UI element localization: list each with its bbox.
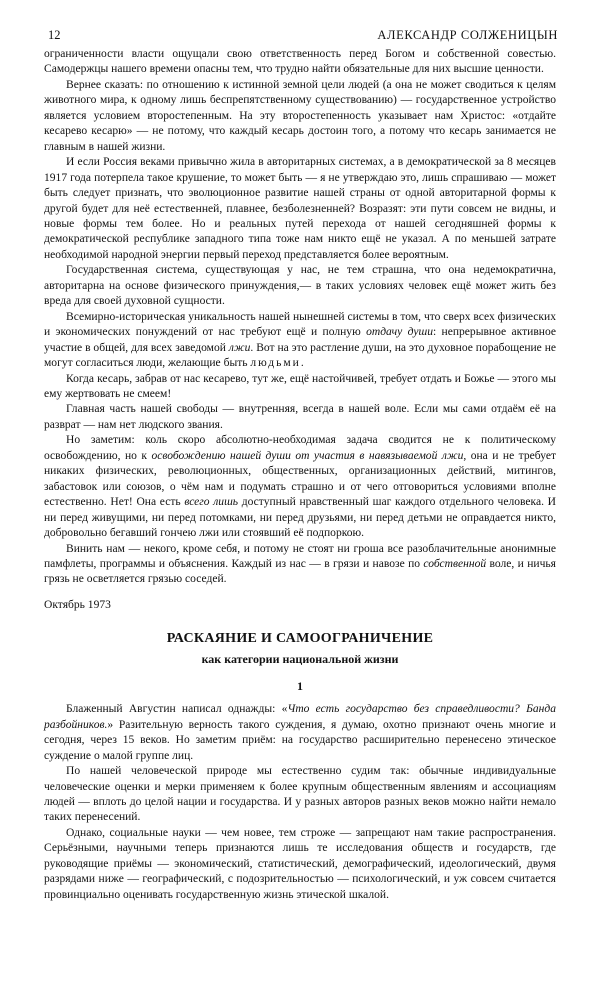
body-text [44, 47, 556, 903]
italic-quote: Что есть государство без справедливости? Банда разбойников. [44, 703, 556, 731]
paragraph: Вернее сказать: по отношению к истинной земной цели людей (а она не может сводиться к целям животного мира, к одному лишь беспрепятственному существованию) — государственное устройство является условием второстепенным. На эту второстепенность указывает нам Христос: «отдайте кесарево кесарю» — не потому, что каждый кесарь достоин того, а потому что кесарь занимается не главным в нашей жизни. [44, 78, 556, 153]
italic-emphasis: всего лишь [184, 496, 239, 509]
paragraph: Однако, социальные науки — чем новее, тем строже — запрещают нам такие распространения. Серьёзными, научными теперь признаются лишь те исследования обществ и государств, где руководящие приёмы — экономический, статистический, демографический, идеологический, двумя разрядами ниже — географический, с подозрительностью — психологический, и уж совсем считается провинциально оценивать государственную жизнь этической шкалой. [44, 826, 556, 901]
text-run: . Вот на это растление души, на это духовное порабощение не могут согласиться люди, желающие быть [44, 341, 557, 370]
paragraph: По нашей человеческой природе мы естественно судим так: обычные индивидуальные человеческие оценки и мерки применяем к более крупным общественным явлениям и ассоциациям людей — вплоть до целой нации и государства. И у разных авторов разных веков можно найти немало таких перенесений. [44, 765, 556, 824]
text-run: Винить нам — некого, кроме себя, и потому не стоят ни гроша все разоблачительные анонимные памфлеты, программы и объяснения. Каждый из нас — в грязи и навозе по [44, 542, 556, 570]
paragraph: Когда кесарь, забрав от нас кесарево, тут же, ещё настойчивей, требует отдать и Божье — этого мы ему жертвовать не смеем! [44, 372, 556, 400]
page-header [48, 28, 558, 46]
text-run: Всемирно-историческая уникальность нашей нынешней системы в том, что сверх всех физических и экономических понуждений от нас требуют ещё и полную [44, 310, 556, 339]
paragraph [44, 702, 556, 764]
page-number: 12 [48, 28, 61, 42]
italic-emphasis: собственной [423, 557, 487, 570]
text-run: : непрерывное активное участие в общей, для всех заведомой [44, 326, 556, 354]
paragraph: Государственная система, существующая у нас, не тем страшна, что она недемократична, авторитарна на основе физического принуждения,— в таких условиях человек ещё может жить без вреда для своей духовной сущности. [44, 264, 556, 308]
paragraph [44, 433, 556, 541]
text-run: доступный нравственный шаг каждого отдельного человека. И ни перед живущими, ни перед потомками, ни перед друзьями, ни перед детьми не оправдается никто, добровольно бегавший гончею лжи или стоявший её подпоркою. [44, 496, 557, 540]
italic-emphasis: освобождению нашей души от участия в навязываемой лжи [151, 449, 464, 462]
spaced-emphasis: людьми [250, 357, 301, 370]
running-head-author: АЛЕКСАНДР СОЛЖЕНИЦЫН [377, 28, 558, 42]
text-run: Блаженный Августин написал однажды: « [66, 703, 288, 716]
text-run: воле, и ничья грязь не осветляется грязью соседей. [44, 557, 556, 586]
italic-emphasis: лжи [228, 341, 251, 354]
date-line: Октябрь 1973 [44, 598, 111, 611]
text-run: Но заметим: коль скоро абсолютно-необходимая задача сводится не к политическому освобождению, но к [44, 434, 556, 462]
paragraph [44, 310, 556, 372]
text-run: » Разительную верность такого суждения, я думаю, охотно признают очень многие и сегодня, через 15 веков. Но заметим приём: на государство расширительно перенесено этическое суждение о малой группе лиц. [44, 718, 556, 762]
text-run: , она и не требует никаких физических, революционных, общественных, организационных действий, митингов, забастовок или союзов, о чём нам и подумать страшно и от чего отговориться условиями вполне естественно. Нет! Она есть [44, 449, 556, 509]
paragraph: И если Россия веками привычно жила в авторитарных системах, а в демократической за 8 месяцев 1917 года потерпела такое крушение, то может быть — я не утверждаю это, лишь спрашиваю — может быть следует признать, что эволюционное развитие нашей страны от одной авторитарной формы к другой будет для неё естественней, плавнее, безболезненней? Возразят: эти пути совсем не видны, и новые формы тем более. Но и реальных путей перехода от нашей сегодняшней формы к демократической республике западного типа тоже нам никто ещё не указал. А по меньшей затрате необходимой народной энергии первый переход представляется более вероятным. [44, 156, 556, 261]
italic-emphasis: отдачу души [366, 326, 433, 339]
chapter-title: РАСКАЯНИЕ И САМООГРАНИЧЕНИЕ [166, 631, 434, 647]
text-run: . [300, 357, 304, 370]
paragraph: Главная часть нашей свободы — внутренняя, всегда в нашей воле. Если мы сами отдаём её на разврат — нам нет людского звания. [44, 403, 556, 431]
chapter-subtitle: как категории национальной жизни [201, 652, 399, 667]
section-number: 1 [297, 679, 303, 694]
paragraph-continued: ограниченности власти ощущали свою ответственность перед Богом и собственной совестью. Самодержцы нашего времени опасны тем, что трудно найти обязательные для них высшие ценности. [44, 48, 556, 76]
paragraph [44, 542, 556, 588]
